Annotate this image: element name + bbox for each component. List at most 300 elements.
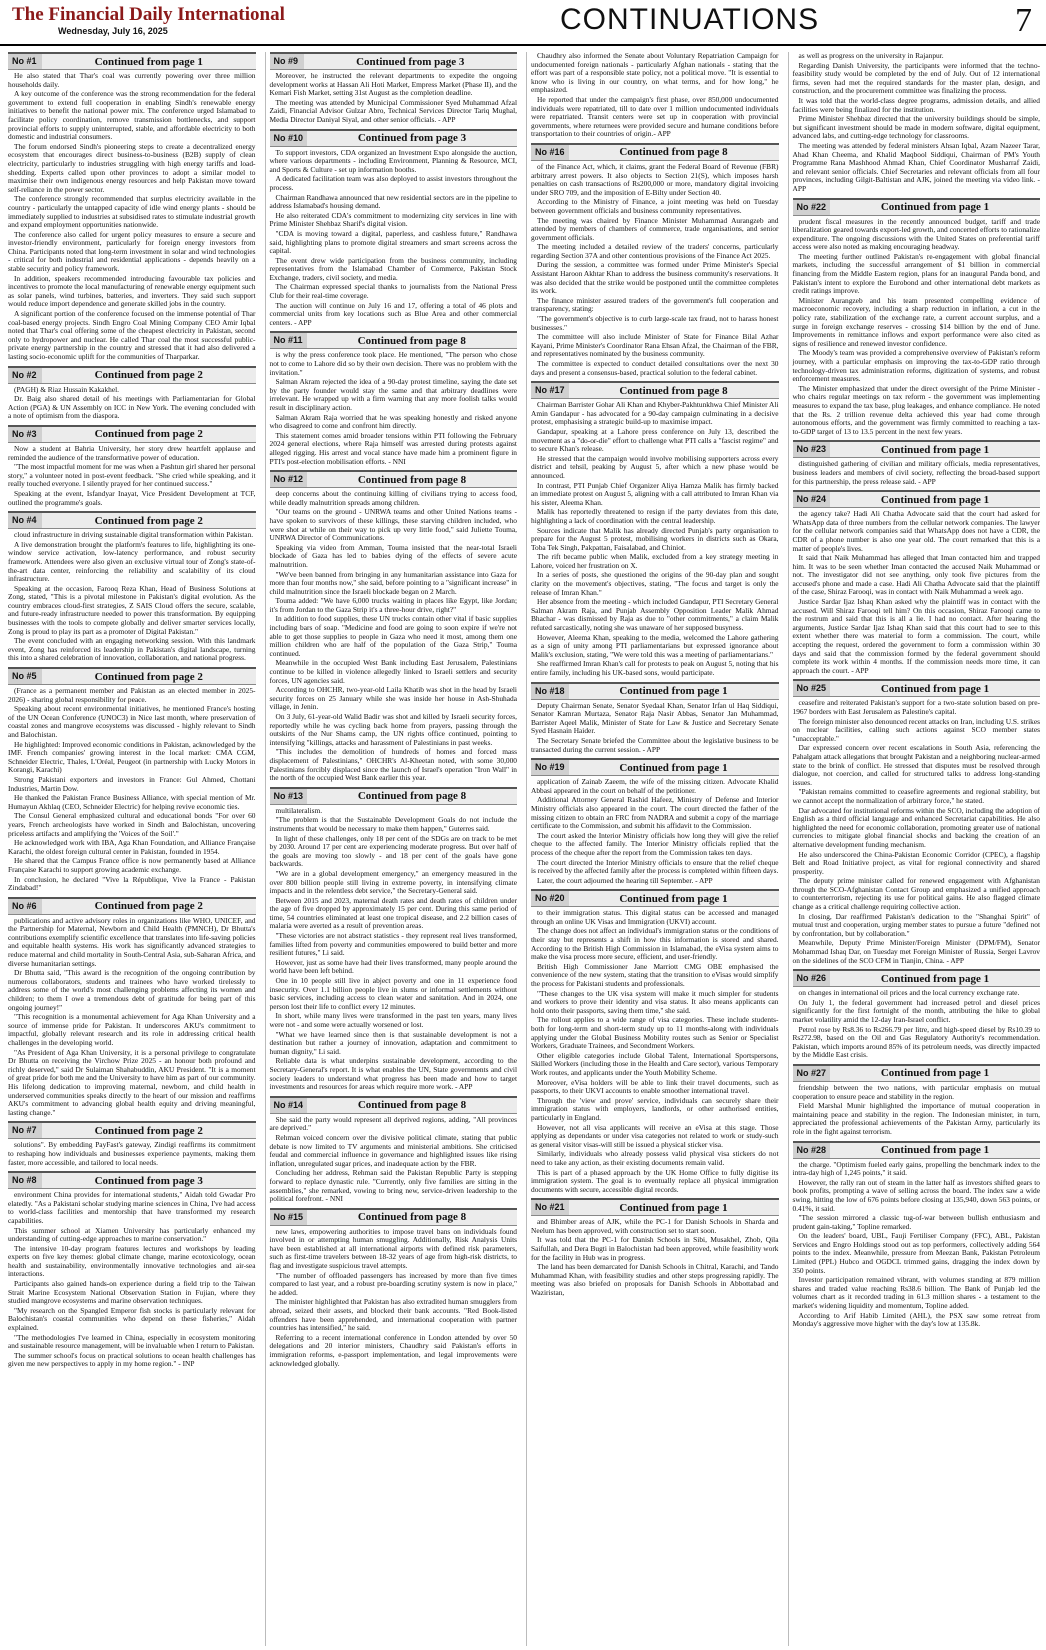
paragraph: friendship between the two nations, with particular emphasis on mutual cooperation to ensure peace and stability in the region. (792, 1082, 1040, 1101)
paragraph: "These victories are not abstract statistics - they represent real lives transformed, families lifted from poverty and communities empowered to build better and more resilient futures," Li said. (269, 931, 517, 958)
paragraph: The Secretary Senate briefed the Committee about the legislative business to be transacted during the current session. - APP (531, 735, 779, 754)
paragraph: Moreover, eVisa holders will be able to link their travel documents, such as passports, to their UKVI accounts to enable smoother international travel. (531, 1077, 779, 1096)
paragraph: Rehman voiced concern over the divisive political climate, stating that public debate is now limited to TV arguments and ministerial ambitions. She criticised feudal and commercial influence in governance and highlighted issues like rising inflation, unregulated sugar prices, and inadequate action by the FBR. (269, 1132, 517, 1168)
story-continuation (270, 1208, 518, 1369)
paragraph: "We are in a global development emergency," an emergency measured in the over 800 billion people still living in extreme poverty, in intensifying climate impacts and in the relentless debt service," the Secretary-General said. (269, 868, 517, 896)
story-number-tag: No #19 (531, 760, 569, 775)
paragraph: The change does not affect an individual's immigration status or the conditions of their stay but represents a shift in how this information is stored and shared. According to the British High Commission in Islamabad, the eVisa system aims to make the visa process more secure, efficient, and user-friendly. (531, 926, 779, 962)
story-number-tag: No #5 (8, 669, 42, 684)
paragraph: application of Zainab Zaeem, the wife of the missing citizen. Advocate Khalid Abbasi appeared in the court on behalf of the petitioner. (531, 777, 779, 795)
story-header (8, 667, 256, 685)
paragraph: The conference also called for urgent policy measures to ensure a secure and investor-friendly environment, particularly for foreign energy investors from China. Participants noted that long-term investment in solar and wind technologies - critical for both industrial and residential applications - depends heavily on a stable security and policy framework. (8, 229, 256, 274)
paragraph: Chairman Randhawa announced that new residential sectors are in the pipeline to address Islamabad's housing demand. (269, 192, 517, 211)
paragraph: The meeting further outlined Pakistan's re-engagement with global financial markets, including the successful arrangement of $1 billion in commercial financing from the Middle Eastern region, plans for an inaugural Panda bond, and Pakistan's intent to explore the Eurobond and other international debt markets as credit ratings improve. (792, 251, 1040, 296)
story-number-tag: No #2 (8, 368, 42, 383)
paragraph: Moreover, he instructed the relevant departments to expedite the ongoing development works at Hassan Ali Hoti Market, Empress Market (Phase II), and the Kemari Fish Market, setting 31st August as the completion deadline. (269, 71, 517, 98)
paragraph: "The methodologies I've learned in China, especially in ecosystem monitoring and sustainable resource management, will be invaluable when I return to Pakistan. (8, 1332, 256, 1351)
paragraph: Other eligible categories include Global Talent, International Sportspersons, Skilled Workers (including those in the Health and Care sector), various Temporary Work routes, and applicants under the Youth Mobility Scheme. (531, 1050, 779, 1077)
story-number-tag: No #15 (270, 1210, 308, 1225)
story-header (270, 787, 518, 805)
paragraph: ceasefire and reiterated Pakistan's support for a two-state solution based on pre-1967 borders with East Jerusalem as Palestine's capital. (792, 698, 1040, 716)
paragraph: The event drew wide participation from the business community, including representatives from the Islamabad Chamber of Commerce, Pakistan Stock Exchange, traders, civil society, and media. (269, 255, 517, 282)
paragraph: He thanked the Pakistan France Business Alliance, with special mention of Mr. Humayun Akhlaq (CEO, Schneider Electric) for helping revive economic ties. (8, 793, 256, 811)
story-number-tag: No #13 (270, 789, 308, 804)
continued-from-heading: Continued from page 1 (880, 443, 990, 456)
story-body (531, 401, 779, 677)
paragraph: Regarding Danish University, the participants were informed that the techno-feasibility study would be completed by the end of July. Out of 12 international firms, seven had met the required standards for the master plan, design, and construction, and the procurement committee was finalizing the process. (792, 60, 1040, 96)
story-number-tag: No #7 (8, 1123, 42, 1138)
continued-from-heading: Continued from page 1 (880, 493, 990, 506)
story-header (793, 1141, 1041, 1159)
paragraph: He stressed that the campaign would involve mobilising supporters across every district and tehsil, peaking by August 5, after which a new phase would be announced. (531, 453, 779, 480)
paragraph: The committee is expected to conduct detailed consultations over the next 30 days and present a consensus-based, practical solution to the federal cabinet. (531, 359, 779, 377)
paragraph: However, the rally ran out of steam in the latter half as investors shifted gears to book profits, prompting a wave of selling across the board. The index saw a wide swing, hitting the low of 676 points before closing at 135,940, down 563 points, or 0.41%, it said. (792, 1177, 1040, 1213)
paragraph: Prime Minister Shehbaz directed that the university buildings should be simple, but significant investment should be made in modern software, digital equipment, advanced labs, and cutting-edge technology for classrooms. (792, 114, 1040, 141)
story-header (270, 470, 518, 488)
story-number-tag: No #1 (8, 54, 42, 69)
paragraph: Speaking via video from Amman, Touma insisted that the near-total Israeli blockade of Gaza has led to babies dying of the effects of severe acute malnutrition. (269, 542, 517, 569)
paragraph: The committee will also include Minister of State for Finance Bilal Azhar Kayani, Prime Minister's Coordinator Rana Ehsan Afzal, the Chairman of the FBR, and representatives nominated by the business community. (531, 332, 779, 359)
continued-from-heading: Continued from page 8 (619, 384, 728, 397)
paragraph: Speaking about recent environmental initiatives, he mentioned France's hosting of the UN Ocean Conference (UNOC3) in Nice last month, where preservation of coastal zones and mangrove ecosystems was discussed - highly relevant to Sindh and Balochistan. (8, 704, 256, 739)
paragraph: The Moody's team was provided a comprehensive overview of Pakistan's reform journey, with a particular emphasis on improving the tax-to-GDP ratio through technology-driven tax administration reforms, digitization of systems, and robust enforcement measures. (792, 348, 1040, 384)
paragraph: A live demonstration brought the platform's features to life, highlighting its one-window service activation, low-latency performance, and robust security framework. Attendees were also given an exclusive virtual tour of Zong's state-of-the-art data center, reinforcing the reliability and scalability of its cloud infrastructure. (8, 539, 256, 584)
story-body (531, 909, 779, 1194)
story-continuation (793, 440, 1041, 486)
story-number-tag: No #9 (270, 54, 304, 69)
paragraph: During the session, a committee was formed under Prime Minister's Special Assistant Haroon Akhtar Khan to address the business community's reservations. It was also decided that the strike would be postponed until the committee completes its work. (531, 260, 779, 296)
story-header (531, 143, 779, 161)
paragraph: Her absence from the meeting - which included Gandapur, PTI Secretary General Salman Akram Raja, and Punjab Assembly Opposition Leader Malik Ahmad Bhachar - was dismissed by Raja as due to "other commitments," a claim Malik refuted sarcastically, noting she was unaware of her supposed busyness. (531, 597, 779, 633)
continued-from-heading: Continued from page 1 (880, 972, 990, 985)
continued-from-heading: Continued from page 3 (94, 1174, 203, 1187)
paragraph: distinguished gathering of civilian and military officials, media representatives, business leaders and members of civil society, reflecting the broad-based support for this partnership, the press release said. - APP (792, 459, 1040, 486)
paragraph: The intensive 10-day program features lectures and workshops by leading experts on five key themes: global climate change, marine ecotoxicology, ocean health and sustainability, environmentally innovative technologies and air-sea interactions. (8, 1243, 256, 1279)
story-header (8, 897, 256, 915)
paragraph: "These changes to the UK visa system will make it much simpler for students and workers to prove their identity and visa status. It also means applicants can hold onto their passports, saving them time," she said. (531, 988, 779, 1015)
paragraph: "The government's objective is to curb large-scale tax fraud, not to harass honest businesses." (531, 314, 779, 332)
paragraph: "The number of offloaded passengers has increased by more than five times compared to last year, and a robust pre-boarding scrutiny system is now in place," he added. (269, 1270, 517, 1297)
paragraph: deep concerns about the continuing killing of civilians trying to access food, while deadly malnutrition spreads among children. (269, 489, 517, 507)
story-body (8, 1141, 256, 1167)
paragraph: The Chairman expressed special thanks to journalists from the National Press Club for their real-time coverage. (269, 282, 517, 301)
story-number-tag: No #22 (793, 200, 831, 215)
paragraph: Similarly, individuals who already possess valid physical visa stickers do not need to take any action, as their existing documents remain valid. (531, 1149, 779, 1167)
paragraph: Concluding her address, Rehman said the Pakistan Republic Party is stepping forward to replace dynastic rule. "Currently, only five families are sitting in the assemblies," she remarked, vowing to bring new, service-driven leadership to the political forefront. - NNI (269, 1168, 517, 1204)
paragraph: as well as progress on the university in Rajanpur. (798, 52, 944, 60)
story-header (8, 1121, 256, 1139)
paragraph: "This includes the demolition of hundreds of homes and forced mass displacement of Palestinians," OHCHR's Al-Kheetan noted, with some 30,000 Palestinians forcibly displaced since the launch of Israel's operation "Iron Wall" in the north of the occupied West Bank earlier this year. (269, 747, 517, 783)
paragraph: He highlighted: Improved economic conditions in Pakistan, acknowledged by the IMF. French companies' growing interest in the local market: CMA CGM, Schneider Electric, Thales, L'Oréal, Peugeot (in partnership with Lucky Motors in Korangi, Karachi) (8, 739, 256, 775)
story-continuation (531, 381, 779, 677)
paragraph: In closing, Dar reaffirmed Pakistan's dedication to the "Shanghai Spirit" of mutual trust and cooperation, urging member states to pursue a future "defined not by confrontation, but by collaboration." (792, 911, 1040, 938)
paragraph: Later, the court adjourned the hearing till September. - APP (537, 875, 713, 885)
paragraph: "CDA is moving toward a digital, paperless, and cashless future," Randhawa said, highlighting plans to promote digital streamers and smart screens across the capital. (269, 228, 517, 256)
story-body (8, 687, 256, 893)
paragraph: The meeting included a detailed review of the traders' concerns, particularly regarding Section 37A and other contentious provisions of the Finance Act 2025. (531, 242, 779, 260)
paragraph: A dedicated facilitation team was also deployed to assist investors throughout the process. (269, 174, 517, 192)
paragraph: Dr. Baig also shared detail of his meetings with Parliamentarian for Global Action (PGA) & UN Assembly on ICC in New York. The evening concluded with a note of optimism from the diaspora. (8, 394, 256, 421)
story-continuation (270, 470, 518, 783)
story-header (793, 198, 1041, 216)
paragraph: "The problem is that the Sustainable Development Goals do not include the instruments that would be necessary to make them happen," Guterres said. (269, 815, 517, 833)
publication-date: Wednesday, July 16, 2025 (58, 26, 168, 36)
story-body (531, 1218, 779, 1297)
paragraph: She reaffirmed Imran Khan's call for protests to peak on August 5, noting that his entire family, including his UK-based sons, would participate. (531, 659, 779, 677)
paragraph: However, not all visa applicants will receive an eVisa at this stage. Those applying as dependants or under visa categories not related to work or study-such as general visitor visas-will still be issued a physical sticker visa. (531, 1122, 779, 1149)
continued-from-heading: Continued from page 8 (619, 146, 728, 159)
paragraph: publications and active advisory roles in organizations like WHO, UNICEF, and the Partnership for Maternal, Newborn and Child Health (PMNCH), Dr Bhutta's contributions exemplify scientific excellence that translates into life-saving policies and equitable health systems. His work has significantly advanced strategies to reduce maternal and child mortality in South-Central Asia, sub-Saharan Africa, and diverse humanitarian settings. (8, 915, 256, 968)
story-number-tag: No #10 (270, 131, 308, 146)
story-header (793, 969, 1041, 987)
story-continuation (793, 969, 1041, 1060)
paragraph: British High Commissioner Jane Marriott CMG OBE emphasised the convenience of the new system, stating that the transition to eVisas would simplify the process for Pakistani students and professionals. (531, 961, 779, 989)
paragraph: Reliable data is what underpins sustainable development, according to the Secretary-General's report. It is what enables the UN, State governments and civil society leaders to understand what progress has been made and how to target investments and resources for areas which require more work. - APP (269, 1056, 517, 1092)
story-body (531, 52, 779, 139)
story-number-tag: No #4 (8, 513, 42, 528)
story-header (270, 1208, 518, 1226)
story-body (793, 1084, 1041, 1137)
paragraph: Now a student at Bahria University, her story drew heartfelt applause and reminded the audience of the transformative power of education. (8, 443, 256, 462)
paragraph: new laws, empowering authorities to impose travel bans on individuals found involved in or attempting human smuggling. Additionally, Risk Analysis Units have been established at all international airports with defined risk parameters, such as first-time travelers between 18-32 years of age from high-risk districts, to flag and investigate suspicious travel attempts. (269, 1226, 517, 1271)
story-number-tag: No #12 (270, 472, 308, 487)
continued-from-heading: Continued from page 8 (357, 473, 467, 486)
paragraph: This summer school at Xiamen University has particularly enhanced my understanding of cutting-edge approaches to marine conservation." (8, 1225, 256, 1244)
story-number-tag: No #26 (793, 971, 831, 986)
paragraph: The rollout applies to a wide range of visa categories. These include students-both for long-term and short-term study up to 11 months-along with individuals applying under the Global Business Mobility routes such as Senior or Specialist Workers, Graduate Trainees, and Secondment Workers. (531, 1015, 779, 1051)
paragraph: The meeting was attended by federal ministers Ahsan Iqbal, Azam Nazeer Tarar, Ahad Khan Cheema, and Khalid Maqbool Siddiqui, Chairman of PM's Youth Programme Rana Mashhood Ahmad Khan, Chief Coordinator Musharraf Zaidi, and relevant senior officials. Chief Secretaries and relevant officials from all four provinces, including Gilgit-Baltistan and AJK, joined the meeting via video link. - APP (792, 140, 1040, 193)
story-body (531, 702, 779, 755)
paragraph: "We've been banned from bringing in any humanitarian assistance into Gaza for more than four months now," she said, before pointing to a "significant increase" in child malnutrition since the Israeli blockade began on 2 March. (269, 569, 517, 596)
paragraph: Minister Aurangzeb and his team presented compelling evidence of macroeconomic recovery, including a sharp reduction in inflation, a cut in the policy rate, stabilization of the exchange rate, a current account surplus, and a surge in foreign exchange reserves - crossing $14 billion by the end of June. Improvements in remittance inflows and export performance were also cited as signs of resilience and renewed investor confidence. (792, 295, 1040, 348)
paragraph: Malik has reportedly threatened to resign if the party deviates from this date, highlighting a lack of coordination with the central leadership. (531, 507, 779, 525)
story-number-tag: No #8 (8, 1173, 42, 1188)
paragraph: Additional Attorney General Rashid Hafeez, Ministry of Defense and Interior Ministry officials also appeared in the court. The court directed the father of the missing citizen to obtain an FRC from NADRA and submit a copy of the marriage certificate to the Commission, and submit his affidavit to the Commission. (531, 795, 779, 831)
story-continuation (270, 52, 518, 125)
paragraph: Between 2015 and 2023, maternal death rates and death rates of children under the age of five dropped by approximately 15 per cent. During this same period of time, 54 countries eliminated at least one tropical disease, and 2.2 billion cases of malaria were averted as a result of prevention areas. (269, 895, 517, 931)
paragraph: multilateralism. (275, 805, 323, 815)
story-header (531, 381, 779, 399)
paragraph: He also underscored the China-Pakistan Economic Corridor (CPEC), a flagship Belt and Road Initiative project, as vital for regional connectivity and shared prosperity. (792, 849, 1040, 876)
paragraph: Sources indicate that Malik has already directed Punjab's party organisation to prepare for the August 5 protest, mobilising workers in districts such as Okara, Toba Tek Singh, Pakpattan, Faisalabad, and Chiniot. (531, 525, 779, 552)
article-columns (8, 52, 1040, 1646)
story-continuation (531, 143, 779, 377)
continued-from-heading: Continued from page 1 (880, 682, 990, 695)
story-body (270, 1228, 518, 1369)
continued-from-heading: Continued from page 8 (357, 1211, 467, 1224)
paragraph: (PAGH) & Riaz Hussain Kakakhel. (14, 384, 120, 394)
masthead (0, 0, 1046, 46)
story-continuation (793, 1141, 1041, 1329)
story-body (793, 510, 1041, 675)
story-body (270, 807, 518, 1092)
paragraph: In contrast, PTI Punjab Chief Organizer Aliya Hamza Malik has firmly backed an immediate protest on August 5, aligning with a call attributed to Imran Khan via his sister, Aleema Khan. (531, 480, 779, 507)
paragraph: prudent fiscal measures in the recently announced budget, tariff and trade liberalization geared towards export-led growth, and concerted efforts to rationalize expenditure. The ongoing discussions with the United States on preferential tariff access were also noted as making encouraging headway. (792, 216, 1040, 252)
paragraph: The court directed the Interior Ministry officials to ensure that the relief cheque is received by the affected family after the process is completed within fifteen days. (531, 857, 779, 876)
continued-from-heading: Continued from page 1 (619, 1201, 728, 1214)
story-number-tag: No #3 (8, 427, 42, 442)
story-body (531, 778, 779, 885)
continued-from-heading: Continued from page 3 (357, 132, 467, 145)
continued-from-heading: Continued from page 3 (356, 55, 465, 68)
paragraph: The Consul General emphasized cultural and educational bonds "For over 60 years, French archeologists have worked in Sindh and Balochistan, uncovering priceless artifacts and amplifying the 'Voices of the Soil'." (8, 811, 256, 838)
story-continuation (531, 52, 779, 139)
paragraph: In a series of posts, she questioned the origins of the 90-day plan and sought clarity on the movement's objectives, stating, "The focus and target is only the release of Imran Khan." (531, 570, 779, 597)
paragraph: This is part of a phased approach by the UK Home Office to fully digitise its immigration system. The goal is to eventually replace all physical immigration documents with secure, accessible digital records. (531, 1167, 779, 1194)
paragraph: Participants also gained hands-on experience during a field trip to the Taiwan Strait Marine Ecosystem National Observation Station in Fujian, where they studied mangrove ecosystems and marine observation techniques. (8, 1279, 256, 1306)
story-continuation (531, 758, 779, 885)
story-continuation (793, 1064, 1041, 1137)
story-continuation (8, 1121, 256, 1167)
paragraph: (France as a permanent member and Pakistan as an elected member in 2025-2026) - sharing global responsibility for peace. (8, 686, 256, 704)
paragraph: and Bhimber areas of AJK, while the PC-1 for Danish Schools in Sharda and Neelum has been approved, with construction set to start soon. (531, 1217, 779, 1235)
continued-from-heading: Continued from page 2 (94, 900, 203, 913)
paragraph: Justice Sardar Ijaz Ishaq Khan asked why the plaintiff was in contact with the accused. Will Shiraz Farooqi tell him? On this occasion, Shiraz Farooqi came to the rostrum and said that this is all a lie. I had no contact. After hearing the arguments, Justice Sardar Ijaz Ishaq Khan said that this court had to see to this extent whether there was material to form a commission. The court, while accepting the request, ordered the government to form a commission within 30 days and said that the commission formed by the federal government should complete its work within 4 months. If the commission needs more time, it can approach the court. - APP (792, 597, 1040, 675)
paragraph: "The session mirrored a classic tug-of-war between bullish enthusiasm and prudent gain-taking," Topline remarked. (792, 1213, 1040, 1231)
paragraph: He also stated that Thar's coal was currently powering over three million households daily. (8, 71, 256, 89)
story-continuation (270, 1096, 518, 1204)
paragraph: However, Aleema Khan, speaking to the media, welcomed the Lahore gathering as a sign of unity among PTI parliamentarians but expressed ignorance about Malik's exclusion, stating, "We were told this was a meeting of parliamentarians." (531, 632, 779, 659)
story-body (793, 1161, 1041, 1329)
paragraph: the agency take? Hadi Ali Chatha Advocate said that the court had asked for WhatsApp data of three numbers from the cellular network companies. The lawyer for the cellular network companies said that WhatsApp does not have a CDR, the CDR of a phone number is also one year old. The court remarked that this is a matter of people's lives. (792, 509, 1040, 553)
story-continuation (8, 897, 256, 1118)
continued-from-heading: Continued from page 1 (619, 892, 728, 905)
story-body (270, 351, 518, 466)
paragraph: On 3 July, 61-year-old Walid Badir was shot and killed by Israeli security forces, reportedly while he was cycling back home from prayers, passing through the outskirts of the Nur Shams camp, the UN rights office continued, pointing to intensifying "killings, attacks and harassment of Palestinians in past weeks. (269, 712, 517, 747)
paragraph: Gandapur, speaking at a Lahore press conference on July 13, described the movement as a "do-or-die" effort to challenge what PTI calls a "fascist regime" and to secure Khan's release. (531, 426, 779, 454)
page-number: 7 (1015, 2, 1032, 39)
story-continuation (531, 1198, 779, 1297)
paragraph: It was told that the PC-1 for Danish Schools in Sibi, Musakhel, Zhob, Qila Saifullah, and Dera Bugti in Balochistan had been approved, while feasibility work for the facility in Hub was in progress. (531, 1235, 779, 1262)
story-header (793, 1064, 1041, 1082)
paragraph: In conclusion, he declared "Vive la République, Vive la France - Pakistan Zindabad!" (8, 874, 256, 893)
story-continuation (8, 366, 256, 421)
story-body (8, 1191, 256, 1369)
story-number-tag: No #11 (270, 333, 307, 348)
paragraph: The auction will continue on July 16 and 17, offering a total of 46 plots and commercial units from key locations such as Blue Area and other commercial centers. - APP (269, 300, 517, 327)
story-continuation (270, 129, 518, 328)
story-continuation (531, 682, 779, 755)
paragraph: the charge. "Optimism fueled early gains, propelling the benchmark index to the intra-day high of 1,245 points," it said. (792, 1159, 1040, 1178)
continued-from-heading: Continued from page 1 (880, 1144, 990, 1157)
paragraph: Strong Pakistani exporters and investors in France: Gul Ahmed, Chottani Industries, Martin Dow. (8, 774, 256, 793)
paragraph: A key outcome of the conference was the strong recommendation for the federal government to extend full cooperation in enabling Sindh's renewable energy initiatives to benefit the national power mix. The conference urged Islamabad to facilitate policy coordination, remove transmission bottlenecks, and support provincial efforts to supply uninterrupted, stable, and affordable electricity to both domestic and industrial consumers. (8, 89, 256, 142)
paragraph: Speaking at the event, Isfandyar Inayat, Vice President Development at TCF, outlined the programme's goals. (8, 488, 256, 507)
paragraph: is why the press conference took place. He mentioned, "The person who chose not to come to Lahore did so by their own decision. There was no problem with the invitation." (269, 350, 517, 377)
paragraph: cloud infrastructure in driving sustainable digital transformation within Pakistan. (14, 530, 254, 540)
paragraph: Dr Bhutta said, "This award is the recognition of the ongoing contribution by numerous collaborators, students and trainees who have worked tirelessly to address some of the world's most challenging problems affecting its women and children; to them I owe a tremendous debt of gratitude for being part of this ongoing journey!" (8, 968, 256, 1012)
paragraph: The summer school's focus on practical solutions to ocean health challenges has given me new perspectives to apply in my home region." - INP (8, 1350, 256, 1369)
story-body (270, 72, 518, 125)
paragraph: The conference strongly recommended that surplus electricity available in the country - particularly the untapped capacity of idle wind energy plants - should be immediately supplied to industries at subsidised rates to stimulate industrial growth and expand employment opportunities nationwide. (8, 194, 256, 230)
paragraph: He reported that under the campaign's first phase, over 850,000 undocumented individuals were repatriated, till to date over 1 million undocumented individuals were repatriated. Transit centers were set up in cooperation with provincial governments, where returnees were provided secure and humane conditions before transportation to their countries of origin.- APP (531, 94, 779, 139)
paragraph: The meeting was chaired by Finance Minister Muhammad Aurangzeb and attended by members of chambers of commerce, trade organisations, and senior government officials. (531, 215, 779, 242)
paragraph: solutions". By embedding PayFast's gateway, Zindigi reaffirms its commitment to reshaping how individuals and businesses experience payments, making them faster, more accessible, and tailored to local needs. (8, 1140, 256, 1167)
continued-from-heading: Continued from page 2 (94, 670, 203, 683)
paragraph: A significant portion of the conference focused on the immense potential of Thar coal-based energy projects. Sindh Engro Coal Mining Company CEO Amir Iqbal noted that Thar's coal offering some of the cheapest electricity in Pakistan, second only to hydropower and nuclear. He called Thar coal the most successful public-private energy partnership in the country and stressed that it had also delivered a lasting socio-economic uplift for the communities of Tharparkar. (8, 309, 256, 361)
continued-from-heading: Continued from page 2 (94, 514, 203, 527)
paragraph: She said the party would represent all deprived regions, adding, "All provinces are deprived." (269, 1114, 517, 1133)
story-continuation (793, 52, 1041, 194)
continued-from-heading: Continued from page 1 (880, 1067, 990, 1080)
section-title: CONTINUATIONS (560, 3, 820, 36)
story-number-tag: No #24 (793, 492, 831, 507)
story-number-tag: No #14 (270, 1098, 308, 1113)
story-continuation (793, 490, 1041, 675)
paragraph: The land has been demarcated for Danish Schools in Chitral, Karachi, and Tando Muhammad Khan, with feasibility studies and other steps progressing rapidly. The meeting was also briefed on proposals for Danish Schools in Abbottabad and Waziristan, (531, 1262, 779, 1298)
story-body (8, 531, 256, 663)
continued-from-heading: Continued from page 8 (357, 334, 466, 347)
story-body (793, 52, 1041, 194)
paragraph: He shared that the Campus France office is now permanently based at Alliance Française Karachi to support growing academic exchange. (8, 856, 256, 874)
story-header (793, 679, 1041, 697)
news-column (8, 52, 256, 1646)
story-number-tag: No #27 (793, 1066, 831, 1081)
continued-from-heading: Continued from page 1 (619, 761, 728, 774)
story-continuation (8, 667, 256, 893)
story-header (8, 52, 256, 70)
story-number-tag: No #16 (531, 145, 569, 160)
story-header (270, 1096, 518, 1114)
paragraph: The foreign minister also denounced recent attacks on Iran, including U.S. strikes on nuclear facilities, calling such actions against SCO member states "unacceptable." (792, 716, 1040, 743)
paragraph: Chairman Barrister Gohar Ali Khan and Khyber-Pakhtunkhwa Chief Minister Ali Amin Gandapur - has advocated for a 90-day campaign culminating in a decisive protest, emphasising a strategic build-up to maximise impact. (531, 400, 779, 427)
story-body (8, 917, 256, 1118)
paragraph: Meanwhile in the occupied West Bank including East Jerusalem, Palestinians continue to be killed in violence allegedly linked to Israeli settlers and security forces, UN agencies said. (269, 658, 517, 685)
paragraph: Through the 'view and prove' service, individuals can securely share their immigration status with employers, landlords, or other authorised entities, particularly in England. (531, 1095, 779, 1122)
story-body (531, 163, 779, 377)
story-body (793, 218, 1041, 437)
story-continuation (8, 52, 256, 362)
paragraph: On July 1, the federal government had increased petrol and diesel prices significantly for the first fortnight of the month, attributing the hike to global market volatility amid the 12-day Iran-Israel conflict. (792, 997, 1040, 1024)
paragraph: The deputy prime minister called for renewed engagement with Afghanistan through the SCO-Afghanistan Contact Group and emphasized a unified approach to counterterrorism, rejecting its use for political gains. He also flagged climate change as a critical challenge requiring collective action. (792, 876, 1040, 912)
story-number-tag: No #6 (8, 899, 42, 914)
story-header (270, 52, 518, 70)
paragraph: Dar expressed concern over recent escalations in South Asia, referencing the Pahalgam attack allegations that brought Pakistan and a neighboring nuclear-armed state to the brink of conflict. He stressed that disputes must be resolved through dialogue, not coercion, and called for structured talks to address long-standing issues. (792, 743, 1040, 787)
story-body (270, 490, 518, 783)
story-body (793, 699, 1041, 965)
continued-from-heading: Continued from page 1 (880, 201, 990, 213)
paragraph: The rift became public when Malik, excluded from a key strategy meeting in Lahore, voiced her frustration on X. (531, 552, 779, 570)
story-continuation (270, 787, 518, 1092)
story-continuation (8, 1171, 256, 1369)
paragraph: on changes in international oil prices and the local currency exchange rate. (798, 988, 1020, 998)
story-continuation (8, 425, 256, 507)
story-number-tag: No #25 (793, 681, 831, 696)
paragraph: Touma added: "We have 6,000 trucks waiting in places like Egypt, like Jordan; it's from Jordan to the Gaza Strip it's a three-hour drive, right?" (269, 596, 517, 614)
paragraph: In addition, speakers recommended introducing favourable tax policies and incentives to promote the local manufacturing of renewable energy equipment such as solar panels, wind turbines, batteries, and inverters. They said such support would reduce import dependence and generate skilled jobs in the country. (8, 273, 256, 309)
paragraph: Salman Akram Raja worried that he was speaking honestly and risked anyone who disagreed to come and confront him directly. (269, 412, 517, 431)
story-continuation (8, 511, 256, 663)
paragraph: "The most impactful moment for me was when a Pashtun girl shared her personal story," a volunteer noted in post-event feedback. "She cried while speaking, and it really touched everyone. I silently prayed for her continued success." (8, 462, 256, 489)
paragraph: Field Marshal Munir highlighted the importance of mutual cooperation in maintaining peace and stability in the region. The Indonesian minister, in turn, appreciated the professional achievements of the Pakistan Army, particularly its role in the fight against terrorism. (792, 1101, 1040, 1136)
story-header (531, 889, 779, 907)
paragraph: Dar advocated for institutional reforms within the SCO, including the adoption of English as a third official language and enhanced Secretariat capabilities. He also highlighted the need for economic collaboration, promoting greater use of national currencies to mitigate global financial shocks and backing the creation of an alternative development funding mechanism. (792, 805, 1040, 849)
paragraph: "As President of Aga Khan University, it is a personal privilege to congratulate Dr Bhutta on receiving the Virchow Prize 2025 - an honour both profound and richly deserved," said Dr Sulaiman Shahabuddin, AKU President. "It is a moment of great pride for both me and the University to have him as part of our community. His lifelong dedication to improving maternal, newborn, and child health in underserved communities speaks directly to the heart of our mission and reaffirms AKU's commitment to advancing global health equity and driving meaningful, lasting change." (8, 1047, 256, 1117)
paragraph: "Our teams on the ground - UNRWA teams and other United Nations teams - have spoken to survivors of these killings, these starving children included, who were shot at while on their way to pick up very little food," said Juliette Touma, UNRWA Director of Communications. (269, 507, 517, 543)
story-header (531, 758, 779, 776)
story-continuation (793, 679, 1041, 965)
story-header (793, 440, 1041, 458)
paragraph: The Minister emphasized that under the direct oversight of the Prime Minister - who chairs regular meetings on tax reform - the government was implementing measures to expand the tax base, plug leakages, and enhance compliance. He noted that the Rs. 2 trillion revenue delta achieved this year had come through autonomous efforts, and the government was firmly committed to reaching a tax-to-GDP target of 13 to 13.5 percent in the next few years. (792, 383, 1040, 436)
story-header (531, 682, 779, 700)
paragraph: This statement comes amid broader tensions within PTI following the February 2024 general elections, where Raja himself was arrested during protests against alleged rigging. His arrest and vocal stance have made him a prominent figure in PTI's post-election mobilisation efforts. - NNI (269, 430, 517, 466)
story-header (8, 425, 256, 443)
paragraph: He acknowledged work with IBA, Aga Khan Foundation, and Alliance Française Karachi, the oldest foreign cultural center in Pakistan, founded in 1954. (8, 838, 256, 856)
paragraph: The minister highlighted that Pakistan has also extradited human smugglers from abroad, seized their assets, and blocked their bank accounts. "Red Book-listed offenders have been apprehended, and international cooperation with partner countries has intensified," he said. (269, 1297, 517, 1333)
paragraph: On the leaders' board, UBL, Fauji Fertiliser Company (FFC), ABL, Pakistan Services and Engro Holdings stood out as top performers, collectively adding 564 points to the index. Meanwhile, pressure from Meezan Bank, Pakistan Petroleum Limited (PPL) Hubco and OGDCL trimmed gains, dragging the index down by 350 points. (792, 1231, 1040, 1275)
story-body (8, 386, 256, 421)
paragraph: of the Finance Act, which, it claims, grant the Federal Board of Revenue (FBR) arbitrary arrest powers. It also objects to Section 21(S), which imposes harsh penalties on cash transactions of Rs200,000 or more, mandatory digital invoicing under SRO 709, and the imposition of E-Bilty under Section 40. (531, 161, 779, 197)
continued-from-heading: Continued from page 2 (94, 428, 203, 441)
story-body (270, 1116, 518, 1204)
news-column (788, 52, 1041, 1646)
continued-from-heading: Continued from page 8 (357, 790, 467, 803)
story-header (8, 511, 256, 529)
story-continuation (270, 331, 518, 466)
paragraph: The forum endorsed Sindh's pioneering steps to create a decentralized energy ecosystem that encourages direct business-to-business (B2B) supply of clean electricity, particularly to industries struggling with high energy tariffs and load-shedding. Experts called upon other provinces to adopt a similar model to maximise their own indigenous energy resources and help Pakistan move toward self-reliance in the power sector. (8, 141, 256, 194)
paragraph: to their immigration status. This digital status can be accessed and managed through an online UK Visas and Immigration (UKVI) account. (531, 908, 779, 926)
paragraph: The event concluded with an engaging networking session. With this landmark event, Zong has reinforced its leadership in Pakistan's digital landscape, turning this into a shared celebration of innovation, collaboration, and national progress. (8, 636, 256, 663)
story-continuation (793, 198, 1041, 437)
story-header (8, 1171, 256, 1189)
paragraph: Deputy Chairman Senate, Senator Syedaal Khan, Senator Irfan ul Haq Siddiqui, Senator Kamran Murtaza, Senator Raja Nasir Abbas, Senator Jan Muhammad, Barrister Aqeel Malik, Minister of State for Law & Justice and Secretary Senate Syed Hasnain Haider. (531, 700, 779, 736)
story-body (8, 72, 256, 362)
continued-from-heading: Continued from page 8 (357, 1099, 467, 1112)
paragraph: To support investors, CDA organized an Investment Expo alongside the auction, where various departments - including Environment, Planning & Resource, MCI, and Sports & Culture - set up information booths. (269, 147, 517, 174)
paragraph: It said that Naik Muhammad has alleged that Iman contacted him and trapped him. It was to be seen whether Iman contacted the accused Naik Muhammad or not. The investigator did not see anything, only took five pictures from the accused's phone and made a case. Hadi Ali Chatha Advocate said that the plaintiff of the case, Shiraz Farooqi, was in contact with Naik Muhammad a week ago. (792, 553, 1040, 597)
paragraph: According to Arif Habib Limited (AHL), the PSX saw some retreat from Monday's aggressive move higher with the day's low at 135.8k. (792, 1310, 1040, 1329)
story-number-tag: No #21 (531, 1200, 569, 1215)
paragraph: "My research on the Spangled Emperor fish stocks is particularly relevant for Balochistan's coastal communities who depend on these fisheries," Aidah explained. (8, 1305, 256, 1333)
story-number-tag: No #18 (531, 684, 569, 699)
paragraph: Salman Akram rejected the idea of a 90-day protest timeline, saying the date set by the party founder would stay the same and that arbitrary deadlines were irrelevant. He wrapped up with a firm warning that any more foolish talks would result in disciplinary action. (269, 377, 517, 412)
story-continuation (531, 889, 779, 1194)
paragraph: According to the Ministry of Finance, a joint meeting was held on Tuesday between government officials and business community representatives. (531, 197, 779, 215)
continued-from-heading: Continued from page 1 (94, 55, 203, 68)
paragraph: "This recognition is a monumental achievement for Aga Khan University and a source of immense pride for Pakistan. It underscores AKU's commitment to impactful, globally relevant research and its role in addressing critical health challenges in the developing world. (8, 1012, 256, 1047)
story-header (8, 366, 256, 384)
paragraph: Speaking at the occasion, Farooq Reza Khan, Head of Business Solutions at Zong, stated, "This is a pivotal milestone in Pakistan's digital evolution. As the country embraces cloud-first strategies, Z SAIS Cloud offers the secure, scalable, and future-ready infrastructure needed to power this transformation. By equipping businesses with the tools to compete globally and deliver smarter services locally, Zong is proud to play its part as a promoter of Digital Pakistan." (8, 583, 256, 636)
paragraph: Investor participation remained vibrant, with volumes standing at 879 million shares and traded value reaching Rs38.6 billion. The Bank of Punjab led the volumes chart as it recorded trading in 61.3 million shares - a testament to the market's widening liquidity and momentum, Topline added. (792, 1275, 1040, 1311)
paragraph: Referring to a recent international conference in London attended by over 50 delegations and 20 interior ministers, Chaudhry said Pakistan's efforts in immigration reforms, e-passport implementation, and legal improvements were acknowledged globally. (269, 1332, 517, 1368)
story-header (531, 1198, 779, 1216)
continued-from-heading: Continued from page 2 (94, 1124, 203, 1137)
paragraph: He also reiterated CDA's commitment to modernizing city services in line with Prime Minister Shehbaz Sharif's digital vision. (269, 210, 517, 229)
paragraph: According to OHCHR, two-year-old Laila Khatib was shot in the head by Israeli security forces on 25 January while she was inside her house in Ash-Shuhada village, in Jenin. (269, 685, 517, 712)
paragraph: In short, while many lives were transformed in the past ten years, many lives were not - and some were actually worsened or lost. (269, 1011, 517, 1029)
story-number-tag: No #20 (531, 891, 569, 906)
story-number-tag: No #23 (793, 442, 831, 457)
paragraph: One in 10 people still live in abject poverty and one in 11 experience food insecurity. Over 1.1 billion people live in slums or informal settlements without basic services, including access to clean water and sanitation. And in 2024, one person lost their life to conflict every 12 minutes. (269, 976, 517, 1011)
paragraph: In addition to food supplies, these UN trucks contain other vital if basic supplies including bars of soap. "Medicine and food are going to soon expire if we're not able to get those supplies to people in Gaza who need it most, among them one million children who are half of the population of the Gaza Strip," Touma continued. (269, 614, 517, 658)
paragraph: Meanwhile, Deputy Prime Minister/Foreign Minister (DPM/FM), Senator Mohammad Ishaq Dar, on Tuesday met Foreign Minister of Russia, Sergei Lavrov on the sidelines of the SCO CFM in Tianjin, China. - APP (792, 938, 1040, 965)
story-header (270, 129, 518, 147)
story-header (793, 490, 1041, 508)
paragraph: It was told that the world-class degree programs, admission details, and allied facilities were being finalized for the institution. (792, 95, 1040, 114)
paragraph: In light of these challenges, only 18 per cent of the SDGs are on track to be met by 2030. Around 17 per cent are experiencing moderate progress. But over half of the goals are moving too slowly - and 18 per cent of the goals have gone backwards. (269, 833, 517, 869)
continued-from-heading: Continued from page 1 (619, 685, 728, 698)
paragraph: The court asked the Interior Ministry officials how long they will give the relief cheque to the affected family. The Interior Ministry officials replied that the process of the cheque after the report from the Commission takes ten days. (531, 830, 779, 857)
news-column (265, 52, 518, 1646)
paragraph: The finance minister assured traders of the government's full cooperation and transparency, stating: (531, 295, 779, 314)
continued-from-heading: Continued from page 2 (94, 369, 203, 382)
story-body (793, 989, 1041, 1060)
story-header (270, 331, 518, 349)
paragraph: However, just as some have had their lives transformed, many people around the world have been left behind. (269, 957, 517, 976)
story-number-tag: No #28 (793, 1143, 831, 1158)
paragraph: "What we have learned since then is that sustainable development is not a destination but rather a journey of innovation, adaptation and commitment to human dignity," Li said. (269, 1029, 517, 1056)
news-column (526, 52, 779, 1646)
